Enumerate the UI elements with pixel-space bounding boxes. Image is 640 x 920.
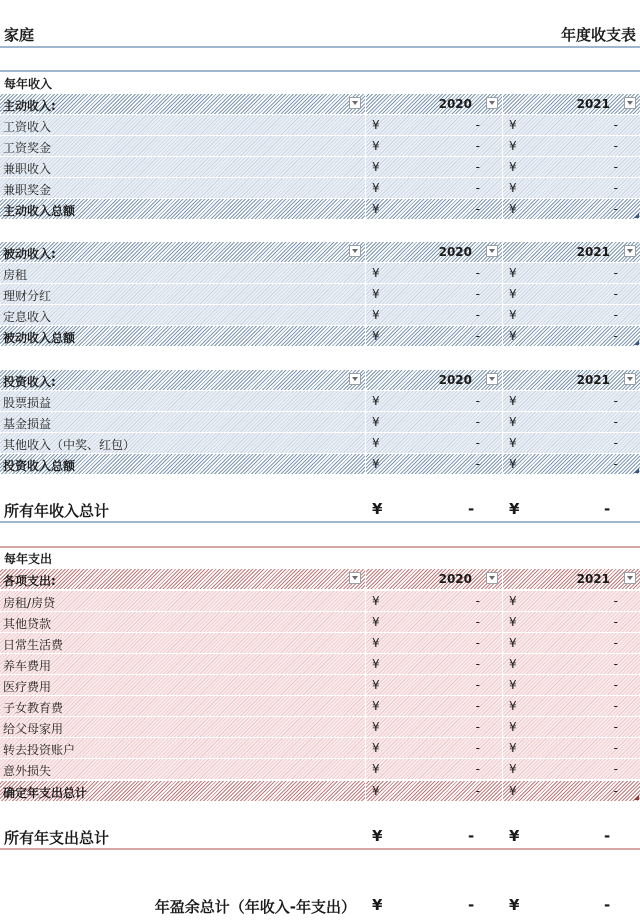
label-cell[interactable] (0, 178, 365, 198)
amount-value: - (613, 287, 618, 301)
total-label: 主动收入总额 (3, 204, 76, 218)
grand-total-label: 所有年收入总计 (4, 502, 110, 520)
total-label: 被动收入总额 (3, 331, 76, 345)
amount-value: - (468, 500, 475, 518)
table-row[interactable] (0, 633, 640, 654)
currency-symbol: ¥ (372, 636, 380, 650)
label-cell[interactable] (0, 433, 365, 453)
table-row[interactable] (0, 157, 640, 178)
currency-symbol: ¥ (372, 202, 380, 216)
year-label: 2020 (438, 373, 472, 387)
family-title: 家庭 (4, 26, 35, 44)
expense-total-divider (0, 848, 640, 850)
amount-value: - (613, 266, 618, 280)
currency-symbol: ¥ (509, 139, 517, 153)
currency-symbol: ¥ (509, 329, 517, 343)
currency-symbol: ¥ (372, 594, 380, 608)
total-label: 确定年支出总计 (3, 786, 88, 800)
amount-value: - (475, 720, 480, 734)
row-label: 股票损益 (3, 396, 52, 410)
category-header-cell[interactable] (0, 94, 365, 114)
income-section-title: 每年收入 (4, 77, 53, 91)
amount-value: - (475, 678, 480, 692)
amount-cell[interactable] (503, 717, 640, 737)
amount-cell[interactable] (503, 326, 640, 346)
amount-cell[interactable] (503, 696, 640, 716)
table-row[interactable] (0, 717, 640, 738)
filter-dropdown-icon[interactable] (349, 97, 361, 109)
amount-cell[interactable] (503, 136, 640, 156)
label-cell[interactable] (0, 284, 365, 304)
amount-cell[interactable] (366, 759, 502, 779)
amount-cell[interactable] (366, 696, 502, 716)
label-cell[interactable] (0, 326, 365, 346)
label-cell[interactable] (0, 157, 365, 177)
amount-value: - (604, 896, 611, 914)
amount-cell[interactable] (503, 199, 640, 219)
label-cell[interactable] (0, 654, 365, 674)
table-resize-handle[interactable] (634, 340, 639, 345)
amount-value: - (475, 657, 480, 671)
table-resize-handle[interactable] (634, 468, 639, 473)
year-label: 2020 (438, 245, 472, 259)
header-divider (0, 46, 640, 48)
table-row[interactable] (0, 738, 640, 759)
currency-symbol: ¥ (372, 615, 380, 629)
amount-cell[interactable] (503, 633, 640, 653)
expense-section-title: 每年支出 (4, 552, 53, 566)
currency-symbol: ¥ (509, 896, 520, 914)
row-label: 房租 (3, 268, 28, 282)
filter-dropdown-icon[interactable] (624, 373, 636, 385)
currency-symbol: ¥ (509, 415, 517, 429)
year-label: 2021 (576, 572, 610, 586)
amount-cell[interactable] (503, 654, 640, 674)
amount-value: - (613, 720, 618, 734)
amount-value: - (613, 202, 618, 216)
amount-cell[interactable] (366, 391, 502, 411)
amount-value: - (475, 784, 480, 798)
amount-value: - (613, 394, 618, 408)
amount-cell[interactable] (366, 263, 502, 283)
amount-value: - (613, 415, 618, 429)
currency-symbol: ¥ (372, 500, 383, 518)
year-header-cell[interactable] (366, 569, 502, 589)
table-row[interactable] (0, 136, 640, 157)
table-row[interactable] (0, 675, 640, 696)
currency-symbol: ¥ (372, 160, 380, 174)
table-row[interactable] (0, 696, 640, 717)
table-row[interactable] (0, 305, 640, 326)
currency-symbol: ¥ (372, 699, 380, 713)
amount-value: - (475, 636, 480, 650)
amount-value: - (613, 657, 618, 671)
amount-value: - (475, 118, 480, 132)
filter-dropdown-icon[interactable] (349, 245, 361, 257)
year-header-cell[interactable] (503, 242, 640, 262)
amount-cell[interactable] (366, 412, 502, 432)
currency-symbol: ¥ (509, 594, 517, 608)
year-header-cell[interactable] (503, 370, 640, 390)
amount-value: - (468, 827, 475, 845)
amount-value: - (475, 699, 480, 713)
filter-dropdown-icon[interactable] (624, 572, 636, 584)
label-cell[interactable] (0, 717, 365, 737)
amount-value: - (475, 436, 480, 450)
currency-symbol: ¥ (372, 118, 380, 132)
amount-cell[interactable] (503, 675, 640, 695)
row-label: 兼职收入 (3, 162, 52, 176)
row-label: 定息收入 (3, 310, 52, 324)
row-label: 日常生活费 (3, 638, 64, 652)
table-row[interactable] (0, 391, 640, 412)
currency-symbol: ¥ (509, 657, 517, 671)
table-resize-handle[interactable] (634, 213, 639, 218)
income-grand-total-row[interactable] (0, 497, 640, 521)
amount-cell[interactable] (503, 284, 640, 304)
expense-grand-total-row[interactable] (0, 824, 640, 848)
filter-dropdown-icon[interactable] (624, 245, 636, 257)
currency-symbol: ¥ (372, 394, 380, 408)
amount-cell[interactable] (366, 675, 502, 695)
amount-cell[interactable] (366, 326, 502, 346)
currency-symbol: ¥ (372, 308, 380, 322)
currency-symbol: ¥ (372, 139, 380, 153)
row-label: 其他贷款 (3, 617, 52, 631)
label-cell[interactable] (0, 454, 365, 474)
total-label: 投资收入总额 (3, 459, 76, 473)
label-cell[interactable] (0, 136, 365, 156)
amount-value: - (613, 678, 618, 692)
currency-symbol: ¥ (509, 118, 517, 132)
table-row[interactable] (0, 263, 640, 284)
label-cell[interactable] (0, 759, 365, 779)
table-total-row[interactable] (0, 326, 640, 347)
currency-symbol: ¥ (509, 457, 517, 471)
amount-cell[interactable] (366, 136, 502, 156)
year-header-cell[interactable] (503, 94, 640, 114)
table-resize-handle[interactable] (634, 795, 639, 800)
amount-cell[interactable] (503, 178, 640, 198)
amount-value: - (613, 594, 618, 608)
table-header-row (0, 242, 640, 263)
year-header-cell[interactable] (366, 370, 502, 390)
table-row[interactable] (0, 654, 640, 675)
row-label: 工资奖金 (3, 141, 52, 155)
amount-cell[interactable] (503, 157, 640, 177)
amount-cell[interactable] (366, 157, 502, 177)
row-label: 兼职奖金 (3, 183, 52, 197)
row-label: 房租/房贷 (3, 596, 56, 610)
amount-cell[interactable] (503, 738, 640, 758)
amount-value: - (613, 181, 618, 195)
amount-value: - (475, 287, 480, 301)
label-cell[interactable] (0, 199, 365, 219)
row-label: 子女教育费 (3, 701, 64, 715)
label-cell[interactable] (0, 591, 365, 611)
table-header-row (0, 94, 640, 115)
row-label: 工资收入 (3, 120, 52, 134)
amount-value: - (613, 160, 618, 174)
amount-cell[interactable] (366, 738, 502, 758)
amount-cell[interactable] (366, 433, 502, 453)
amount-cell[interactable] (366, 284, 502, 304)
amount-value: - (475, 394, 480, 408)
currency-symbol: ¥ (372, 741, 380, 755)
expense-divider (0, 546, 640, 548)
sheet-title: 年度收支表 (560, 26, 636, 44)
table-row[interactable] (0, 115, 640, 136)
category-label: 被动收入: (3, 247, 56, 261)
amount-value: - (613, 118, 618, 132)
currency-symbol: ¥ (372, 415, 380, 429)
year-header-cell[interactable] (503, 569, 640, 589)
surplus-label: 年盈余总计（年收入-年支出） (154, 898, 356, 916)
year-label: 2021 (576, 245, 610, 259)
amount-value: - (613, 615, 618, 629)
currency-symbol: ¥ (509, 699, 517, 713)
amount-value: - (475, 329, 480, 343)
table-total-row[interactable] (0, 199, 640, 220)
grand-total-label: 所有年支出总计 (4, 829, 110, 847)
currency-symbol: ¥ (372, 896, 383, 914)
currency-symbol: ¥ (509, 266, 517, 280)
amount-value: - (613, 329, 618, 343)
amount-value: - (613, 636, 618, 650)
row-label: 理财分红 (3, 289, 52, 303)
surplus-total-row[interactable] (0, 893, 640, 917)
currency-symbol: ¥ (509, 202, 517, 216)
label-cell[interactable] (0, 675, 365, 695)
currency-symbol: ¥ (509, 287, 517, 301)
amount-cell[interactable] (366, 199, 502, 219)
amount-cell[interactable] (503, 391, 640, 411)
label-cell[interactable] (0, 115, 365, 135)
amount-value: - (613, 139, 618, 153)
label-cell[interactable] (0, 412, 365, 432)
table-row[interactable] (0, 284, 640, 305)
currency-symbol: ¥ (372, 457, 380, 471)
currency-symbol: ¥ (372, 678, 380, 692)
amount-value: - (475, 202, 480, 216)
amount-cell[interactable] (503, 305, 640, 325)
currency-symbol: ¥ (372, 181, 380, 195)
row-label: 基金损益 (3, 417, 52, 431)
table-header-row (0, 569, 640, 590)
filter-dropdown-icon[interactable] (624, 97, 636, 109)
table-row[interactable] (0, 759, 640, 780)
amount-value: - (604, 827, 611, 845)
amount-value: - (475, 139, 480, 153)
filter-dropdown-icon[interactable] (486, 572, 498, 584)
filter-dropdown-icon[interactable] (349, 572, 361, 584)
year-header-cell[interactable] (366, 242, 502, 262)
amount-value: - (604, 500, 611, 518)
amount-value: - (475, 266, 480, 280)
amount-value: - (475, 308, 480, 322)
currency-symbol: ¥ (372, 287, 380, 301)
table-row[interactable] (0, 178, 640, 199)
label-cell[interactable] (0, 633, 365, 653)
amount-cell[interactable] (503, 759, 640, 779)
row-label: 养车费用 (3, 659, 52, 673)
category-header-cell[interactable] (0, 370, 365, 390)
amount-cell[interactable] (503, 612, 640, 632)
currency-symbol: ¥ (509, 678, 517, 692)
currency-symbol: ¥ (509, 181, 517, 195)
amount-cell[interactable] (366, 454, 502, 474)
amount-cell[interactable] (366, 654, 502, 674)
amount-cell[interactable] (503, 454, 640, 474)
category-label: 各项支出: (3, 574, 56, 588)
currency-symbol: ¥ (372, 720, 380, 734)
amount-cell[interactable] (503, 433, 640, 453)
income-divider (0, 70, 640, 72)
amount-value: - (475, 181, 480, 195)
currency-symbol: ¥ (372, 266, 380, 280)
currency-symbol: ¥ (372, 436, 380, 450)
label-cell[interactable] (0, 305, 365, 325)
year-label: 2020 (438, 572, 472, 586)
year-header-cell[interactable] (366, 94, 502, 114)
amount-cell[interactable] (366, 178, 502, 198)
label-cell[interactable] (0, 391, 365, 411)
amount-value: - (613, 699, 618, 713)
currency-symbol: ¥ (509, 615, 517, 629)
currency-symbol: ¥ (509, 827, 520, 845)
amount-cell[interactable] (366, 115, 502, 135)
filter-dropdown-icon[interactable] (486, 245, 498, 257)
table-total-row[interactable] (0, 781, 640, 802)
row-label: 意外损失 (3, 764, 52, 778)
amount-value: - (613, 741, 618, 755)
row-label: 医疗费用 (3, 680, 52, 694)
category-label: 主动收入: (3, 99, 56, 113)
amount-value: - (468, 896, 475, 914)
table-row[interactable] (0, 433, 640, 454)
amount-value: - (613, 457, 618, 471)
row-label: 转去投资账户 (3, 743, 76, 757)
currency-symbol: ¥ (372, 657, 380, 671)
currency-symbol: ¥ (509, 436, 517, 450)
currency-symbol: ¥ (372, 762, 380, 776)
amount-cell[interactable] (366, 305, 502, 325)
currency-symbol: ¥ (372, 329, 380, 343)
currency-symbol: ¥ (509, 160, 517, 174)
currency-symbol: ¥ (509, 308, 517, 322)
label-cell[interactable] (0, 696, 365, 716)
amount-value: - (613, 436, 618, 450)
year-label: 2021 (576, 97, 610, 111)
amount-cell[interactable] (503, 781, 640, 801)
currency-symbol: ¥ (372, 784, 380, 798)
amount-cell[interactable] (366, 612, 502, 632)
amount-cell[interactable] (366, 591, 502, 611)
label-cell[interactable] (0, 781, 365, 801)
amount-value: - (613, 762, 618, 776)
currency-symbol: ¥ (372, 827, 383, 845)
year-label: 2021 (576, 373, 610, 387)
currency-symbol: ¥ (509, 784, 517, 798)
amount-cell[interactable] (366, 717, 502, 737)
amount-value: - (613, 308, 618, 322)
table-total-row[interactable] (0, 454, 640, 475)
amount-cell[interactable] (366, 781, 502, 801)
amount-value: - (475, 415, 480, 429)
amount-value: - (475, 457, 480, 471)
income-total-divider (0, 521, 640, 523)
category-label: 投资收入: (3, 375, 56, 389)
row-label: 其他收入（中奖、红包） (3, 438, 136, 452)
currency-symbol: ¥ (509, 500, 520, 518)
currency-symbol: ¥ (509, 394, 517, 408)
amount-cell[interactable] (366, 633, 502, 653)
row-label: 给父母家用 (3, 722, 64, 736)
category-header-cell[interactable] (0, 569, 365, 589)
amount-cell[interactable] (503, 263, 640, 283)
label-cell[interactable] (0, 263, 365, 283)
year-label: 2020 (438, 97, 472, 111)
amount-value: - (613, 784, 618, 798)
currency-symbol: ¥ (509, 636, 517, 650)
currency-symbol: ¥ (509, 741, 517, 755)
amount-cell[interactable] (503, 412, 640, 432)
currency-symbol: ¥ (509, 762, 517, 776)
table-row[interactable] (0, 591, 640, 612)
sheet-header (0, 14, 640, 46)
amount-value: - (475, 762, 480, 776)
label-cell[interactable] (0, 612, 365, 632)
filter-dropdown-icon[interactable] (486, 97, 498, 109)
filter-dropdown-icon[interactable] (349, 373, 361, 385)
amount-value: - (475, 615, 480, 629)
amount-value: - (475, 594, 480, 608)
label-cell[interactable] (0, 738, 365, 758)
category-header-cell[interactable] (0, 242, 365, 262)
filter-dropdown-icon[interactable] (486, 373, 498, 385)
table-row[interactable] (0, 612, 640, 633)
amount-cell[interactable] (503, 591, 640, 611)
amount-value: - (475, 160, 480, 174)
currency-symbol: ¥ (509, 720, 517, 734)
amount-value: - (475, 741, 480, 755)
table-header-row (0, 370, 640, 391)
table-row[interactable] (0, 412, 640, 433)
amount-cell[interactable] (503, 115, 640, 135)
